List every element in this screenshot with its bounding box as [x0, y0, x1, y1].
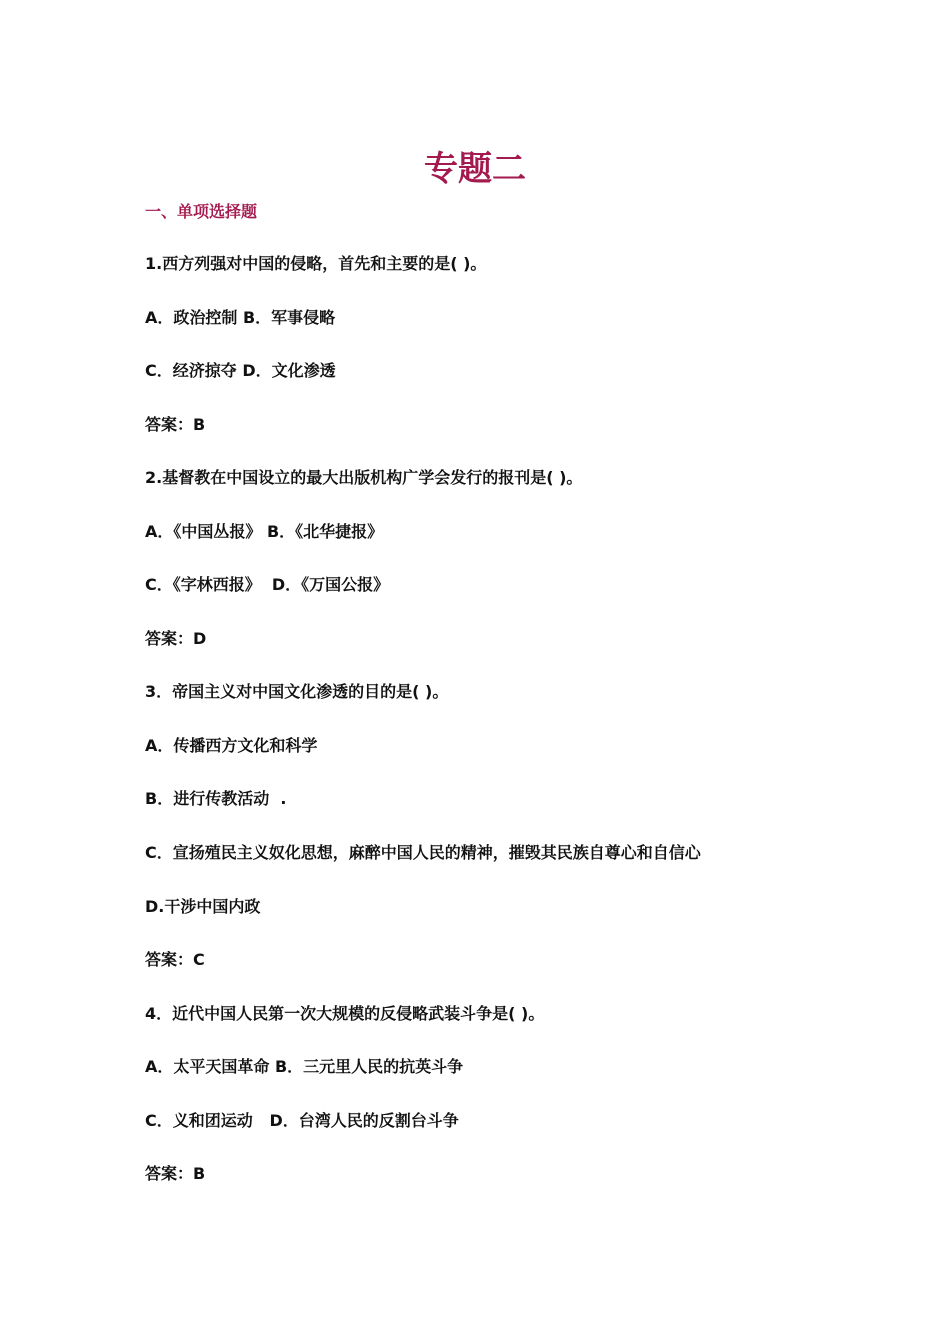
question-2-options-cd: C．《字林西报》 D．《万国公报》: [145, 575, 390, 594]
question-4-answer: 答案：B: [145, 1164, 206, 1183]
page-title: 专题二: [424, 149, 526, 189]
question-2-answer: 答案：D: [145, 629, 207, 648]
question-3-option-b: B．进行传教活动 .: [145, 789, 287, 808]
question-4-text: 4．近代中国人民第一次大规模的反侵略武装斗争是( )。: [145, 1004, 545, 1023]
question-1-options-ab: A．政治控制 B．军事侵略: [145, 308, 336, 327]
section-heading: 一、单项选择题: [145, 202, 258, 221]
question-2-text: 2.基督教在中国设立的最大出版机构广学会发行的报刊是( )。: [145, 468, 583, 487]
question-4-options-ab: A．太平天国革命 B．三元里人民的抗英斗争: [145, 1057, 464, 1076]
question-3-option-d: D.干涉中国内政: [145, 897, 261, 916]
question-4-options-cd: C．义和团运动 D．台湾人民的反割台斗争: [145, 1111, 459, 1130]
question-3-option-c: C．宣扬殖民主义奴化思想，麻醉中国人民的精神，摧毁其民族自尊心和自信心: [145, 843, 701, 862]
question-2-options-ab: A．《中国丛报》 B．《北华捷报》: [145, 522, 384, 541]
question-1-answer: 答案：B: [145, 415, 206, 434]
question-1-text: 1.西方列强对中国的侵略，首先和主要的是( )。: [145, 254, 487, 273]
question-3-text: 3．帝国主义对中国文化渗透的目的是( )。: [145, 682, 449, 701]
question-3-answer: 答案：C: [145, 950, 205, 969]
question-1-options-cd: C．经济掠夺 D．文化渗透: [145, 361, 336, 380]
question-3-option-a: A．传播西方文化和科学: [145, 736, 318, 755]
